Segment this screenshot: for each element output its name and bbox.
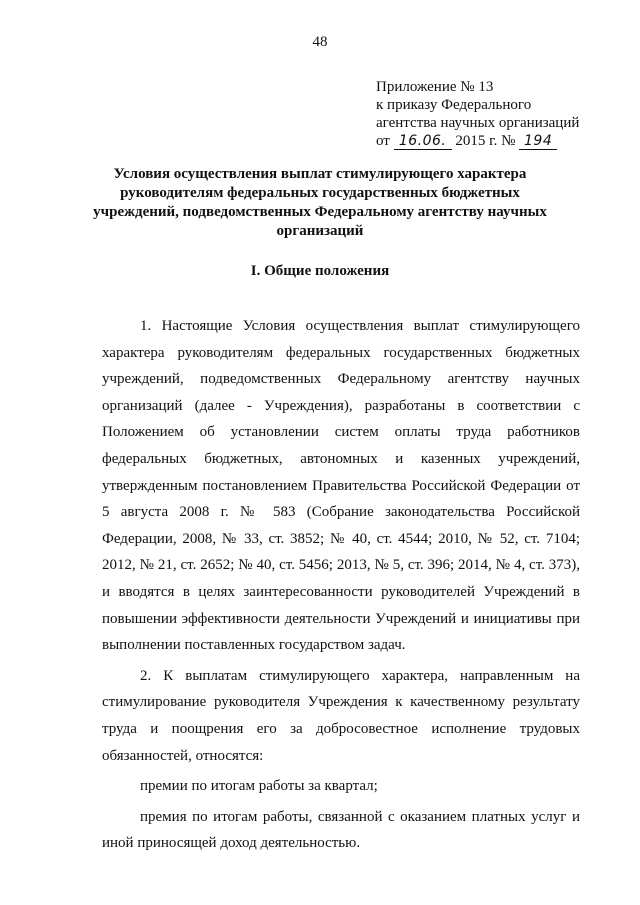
page-number: 48 [312,34,328,50]
appendix-line-1: Приложение № 13 [376,79,494,95]
section-title: I. Общие положения [250,263,390,279]
date-prefix: от [376,133,390,149]
appendix-line-3: агентства научных организаций [376,115,580,131]
document-title: Условия осуществления выплат стимулирующего характера руководителям федеральных государственных бюджетных учреждений, подведомственных Федеральному агентству научных организаций [93,166,547,239]
body-text [102,313,580,857]
paragraph-3: премии по итогам работы за квартал; [140,778,378,795]
paragraph-2: 2. К выплатам стимулирующего характера, направленным на стимулирование руководителя Учреждения к качественному результату труда и поощрения его за добросовестное исполнение трудовых обязанностей, относятся: [102,667,580,764]
handwritten-order-number: 194 [519,134,557,150]
paragraph-1: 1. Настоящие Условия осуществления выплат стимулирующего характера руководителям федеральных государственных бюджетных учреждений, подведомственных Федеральному агентству научных организаций (далее - Учреждения), разработаны в соответствии с Положением об установлении систем оплаты труда работников федеральных бюджетных, автономных и казенных учреждений, утвержденным постановлением Правительства Российской Федерации от 5 августа 2008 г. № 583 (Собрание законодательства Российской Федерации, 2008, № 33, ст. 3852; № 40, ст. 4544; 2010, № 52, ст. 7104; 2012, № 21, ст. 2652; № 40, ст. 5456; 2013, № 5, ст. 396; 2014, № 4, ст. 373), и вводятся в целях заинтересованности руководителей Учреждений в повышении эффективности деятельности Учреждений и инициативы при выполнении поставленных государством задач. [102,318,580,654]
appendix-line-2: к приказу Федерального [376,97,532,113]
paragraph-4: премия по итогам работы, связанной с оказанием платных услуг и иной приносящей доход деятельностью. [102,808,580,852]
year-text: 2015 г. № [455,133,516,149]
handwritten-date: 16.06. [394,134,452,150]
appendix-block [376,78,626,150]
appendix-date-line [376,132,626,150]
